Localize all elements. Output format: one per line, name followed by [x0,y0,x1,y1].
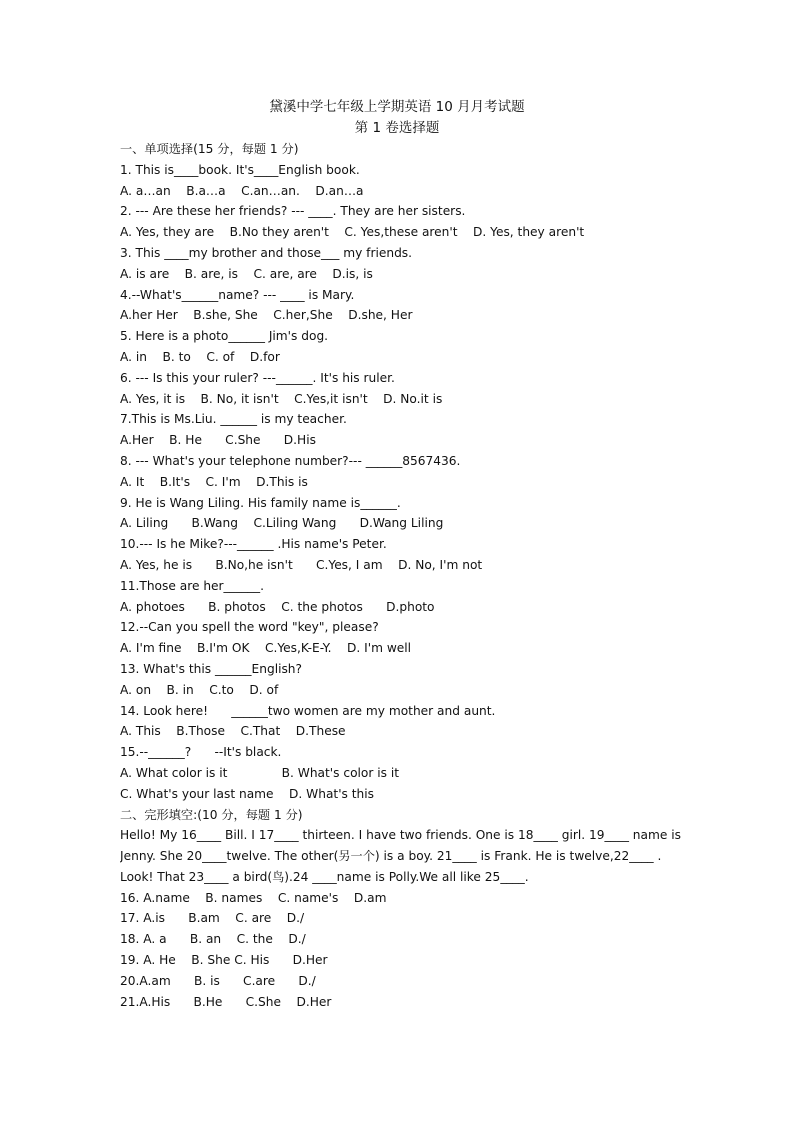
options-line: A. Liling B.Wang C.Liling Wang D.Wang Liling [120,516,444,531]
options-line: A.Her B. He C.She D.His [120,433,316,448]
options-line: 16. A.name B. names C. name's D.am [120,890,387,905]
options-line: A. Yes, they are B.No they aren't C. Yes,these aren't D. Yes, they aren't [120,225,585,240]
question-line: 9. He is Wang Liling. His family name is______. [120,495,401,510]
section-heading: 二、完形填空:(10 分，每题 1 分) [120,807,303,822]
options-line: A. I'm fine B.I'm OK C.Yes,K-E-Y. D. I'm well [120,641,412,656]
options-line: A. This B.Those C.That D.These [120,724,346,739]
options-line: A. Yes, it is B. No, it isn't C.Yes,it isn't D. No.it is [120,391,443,406]
options-line: A. a…an B.a…a C.an…an. D.an…a [120,183,364,198]
question-line: 7.This is Ms.Liu. ______ is my teacher. [120,412,347,427]
options-line: A. Yes, he is B.No,he isn't C.Yes, I am D. No, I'm not [120,557,483,572]
exam-title: 黛溪中学七年级上学期英语 10 月月考试题 [269,99,525,115]
options-line: C. What's your last name D. What's this [120,786,375,801]
question-line: 6. --- Is this your ruler? ---______. It's his ruler. [120,370,395,385]
options-line: 21.A.His B.He C.She D.Her [120,994,332,1009]
section-heading: 一、单项选择(15 分，每题 1 分) [120,142,299,156]
options-line: A. is are B. are, is C. are, are D.is, is [120,266,373,281]
options-line: 17. A.is B.am C. are D./ [120,911,305,926]
exam-subtitle: 第 1 卷选择题 [354,120,440,136]
options-line: 18. A. a B. an C. the D./ [120,932,306,947]
options-line: A. What color is it B. What's color is it [120,765,400,780]
passage-line: Jenny. She 20____twelve. The other(另一个) is a boy. 21____ is Frank. He is twelve,22____ . [120,849,662,864]
question-line: 8. --- What's your telephone number?--- ______8567436. [120,453,461,468]
options-line: 19. A. He B. She C. His D.Her [120,953,328,968]
question-line: 13. What's this ______English? [120,661,303,676]
question-line: 1. This is____book. It's____English book. [120,162,360,177]
question-line: 2. --- Are these her friends? --- ____. They are her sisters. [120,204,466,219]
options-line: A. in B. to C. of D.for [120,349,280,364]
question-line: 11.Those are her______. [120,578,264,593]
options-line: A. It B.It's C. I'm D.This is [120,474,308,489]
question-line: 14. Look here! ______two women are my mother and aunt. [120,703,496,718]
options-line: A. photoes B. photos C. the photos D.photo [120,599,435,614]
question-line: 12.--Can you spell the word "key", please? [120,620,379,635]
question-line: 4.--What's______name? --- ____ is Mary. [120,287,355,302]
options-line: 20.A.am B. is C.are D./ [120,973,316,988]
passage-line: Hello! My 16____ Bill. I 17____ thirteen. I have two friends. One is 18____ girl. 19____ name is [120,828,681,843]
question-line: 15.--______? --It's black. [120,745,282,760]
exam-body [120,139,690,1012]
question-line: 10.--- Is he Mike?---______ .His name's Peter. [120,537,387,552]
options-line: A.her Her B.she, She C.her,She D.she, Her [120,308,413,323]
question-line: 3. This ____my brother and those___ my friends. [120,245,413,260]
question-line: 5. Here is a photo______ Jim's dog. [120,329,329,344]
passage-line: Look! That 23____ a bird(鸟).24 ____name is Polly.We all like 25____. [120,869,529,884]
options-line: A. on B. in C.to D. of [120,682,279,697]
